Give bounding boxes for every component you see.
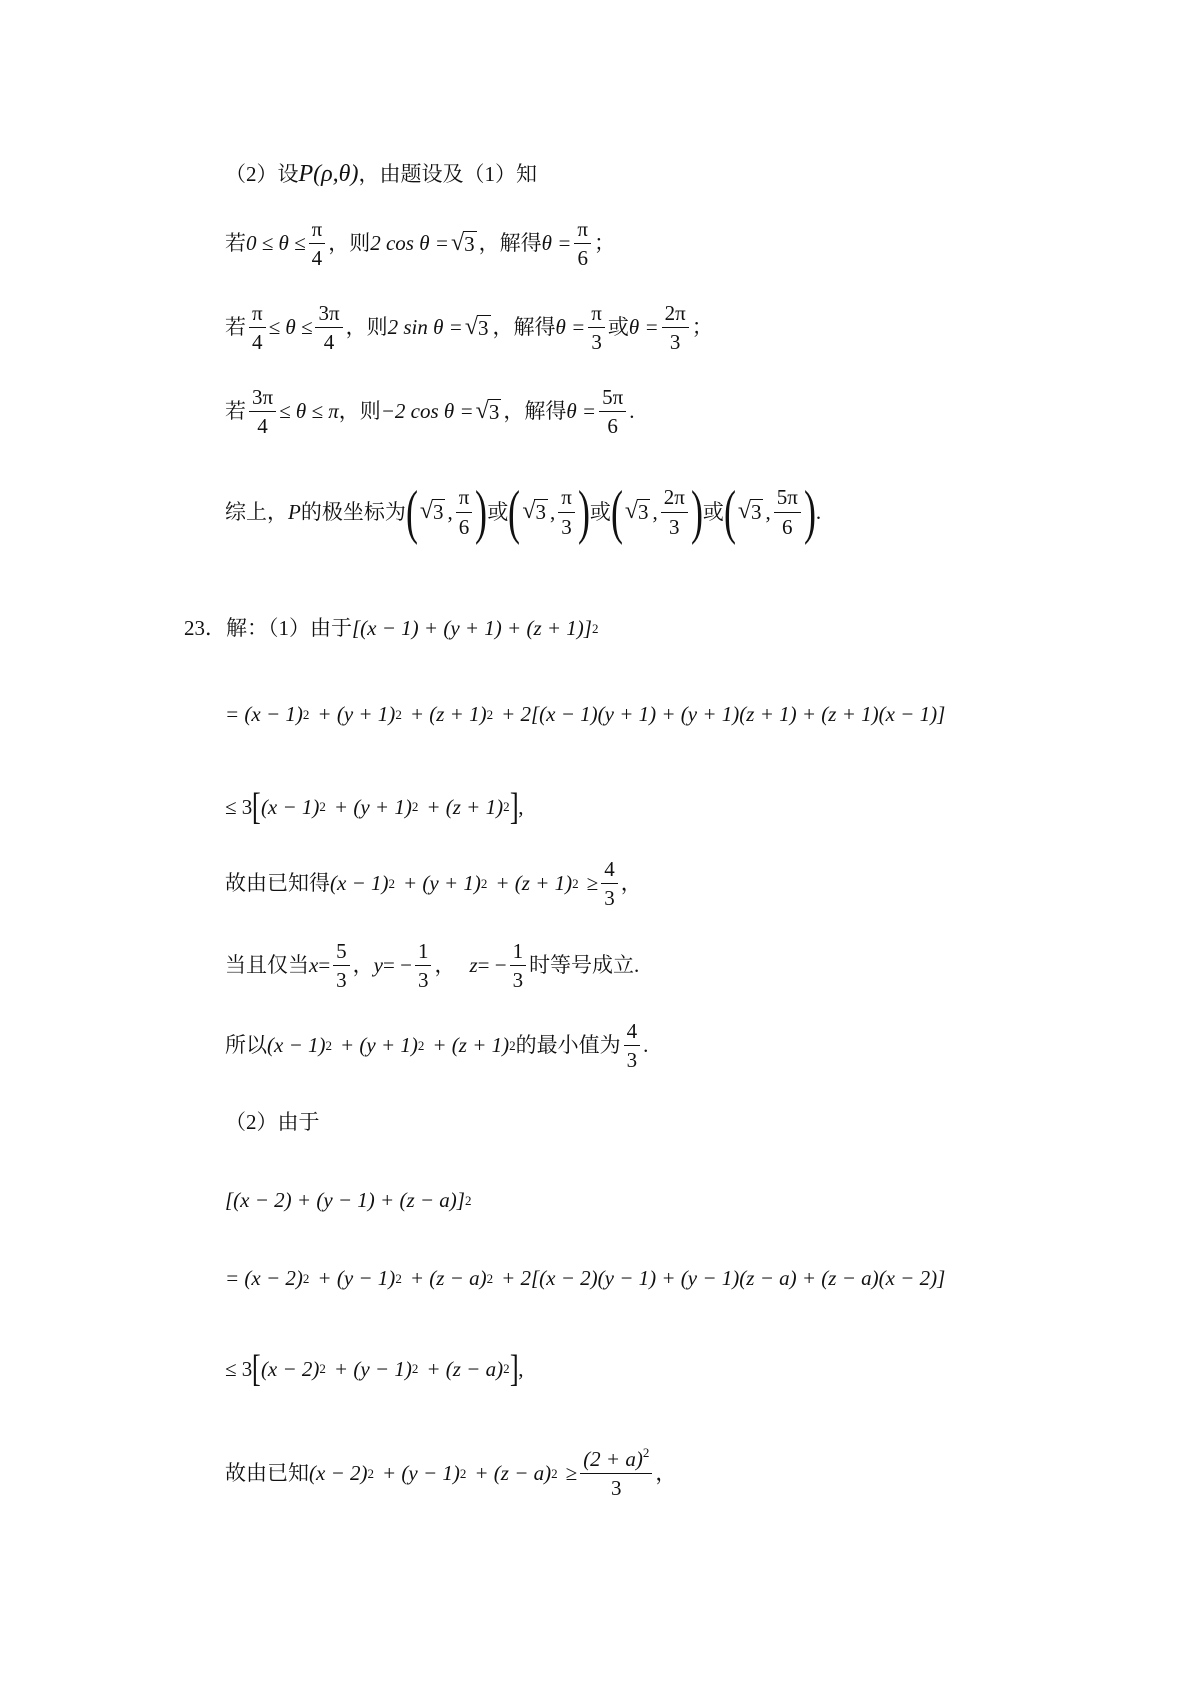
equality1-y-frac <box>415 940 432 991</box>
sqrt-radicand: 3 <box>432 500 444 525</box>
comma: , <box>652 499 658 524</box>
known2-term-x: (x − 2) <box>309 1461 368 1486</box>
summary-mid: 的极坐标为 <box>300 499 406 524</box>
frac-num <box>580 1445 652 1474</box>
var-z: z <box>469 953 478 978</box>
min1-line: 所以 (x − 1) 2 + (y + 1) 2 + (z + 1) 2 的最小值为 $\frac{4}{3}$ . <box>225 1019 649 1073</box>
frac-num: 4 <box>624 1020 641 1046</box>
case1-range: 0 ≤ θ ≤ <box>246 231 306 256</box>
frac-den: 4 <box>252 330 263 355</box>
sqrt-symbol: √ 3 <box>522 498 546 525</box>
summary-point-p: P <box>288 499 301 524</box>
min1-frac <box>624 1020 641 1071</box>
frac-den: 6 <box>577 246 588 271</box>
frac-num: 5π <box>774 486 801 512</box>
known1-term-z: + (z + 1) <box>495 871 573 896</box>
frac-num: π <box>574 218 591 244</box>
sqrt-radicand: 3 <box>750 500 762 525</box>
left-paren: ( <box>610 479 623 545</box>
known2-numerator: (2 + a) <box>583 1447 643 1471</box>
part2b-label: （2）由于 <box>225 1110 320 1134</box>
point-p-polar: P(ρ,θ) <box>298 161 359 187</box>
comma: , <box>765 499 771 524</box>
known2-frac <box>580 1445 652 1501</box>
bound1-line: ≤ 3 [ (x − 1) 2 + (y + 1) 2 + (z + 1) 2 ] , <box>225 786 524 828</box>
frac-den: 3 <box>604 886 615 911</box>
equals-minus: = − <box>383 953 412 978</box>
q23-expression: [(x − 1) + (y + 1) + (z + 1)] <box>352 616 592 640</box>
case2-then: ，则 <box>345 315 388 340</box>
min1-term-y: + (y + 1) <box>339 1033 418 1058</box>
right-paren: ) <box>475 479 488 545</box>
sqrt-radicand: 3 <box>535 500 546 525</box>
bound2-term-y: + (y − 1) <box>333 1356 412 1381</box>
var-y: y <box>373 953 383 978</box>
case3-solve: ，解得 <box>503 399 567 424</box>
equality1-suffix: 时等号成立. <box>529 953 640 978</box>
frac-den: 4 <box>257 414 268 439</box>
part2b-line <box>225 1112 320 1133</box>
expand2-cross-terms: + 2[(x − 2)(y − 1) + (y − 1)(z − a) + (z − a)(x − 2)] <box>501 1266 946 1290</box>
frac-den: 4 <box>311 246 323 271</box>
case2-theta-eq2: θ = <box>628 315 659 340</box>
left-paren: ( <box>508 479 521 545</box>
summary-or-3: 或 <box>702 499 724 524</box>
case3-solution-frac <box>599 386 626 437</box>
sq2-expression: [(x − 2) + (y − 1) + (z − a)] <box>225 1188 465 1212</box>
frac-den: 3 <box>669 330 681 355</box>
case2-or: 或 <box>607 315 629 340</box>
summary-line <box>225 479 822 545</box>
frac-num: π <box>249 302 266 328</box>
frac-num: 2π <box>662 302 689 328</box>
var-x: x <box>309 953 319 978</box>
case1-equation-lhs: 2 cos θ = <box>370 231 449 256</box>
sqrt-symbol: √ 3 <box>450 230 475 256</box>
frac-num: 3π <box>315 302 342 328</box>
expand1-term-y: + (y + 1) <box>317 702 396 726</box>
expand1-line: = (x − 1) 2 + (y + 1) 2 + (z + 1) 2 + 2[(x − 1)(y + 1) + (y + 1)(z + 1) + (z + 1)(x − 1)] <box>225 702 946 726</box>
case2-equation-lhs: 2 sin θ = <box>387 315 463 340</box>
case1-then: ，则 <box>328 231 371 256</box>
summary-frac-4 <box>774 486 801 537</box>
case2-theta-eq1: θ = <box>555 315 586 340</box>
sqrt-radicand: 3 <box>637 500 649 525</box>
left-paren: ( <box>723 479 736 545</box>
sqrt-symbol: √ 3 <box>419 498 444 525</box>
case3-range: ≤ θ ≤ π <box>279 399 339 424</box>
expand2-term-x: = (x − 2) <box>225 1266 303 1290</box>
case1-theta-eq: θ = <box>541 231 572 256</box>
case2-if: 若 <box>225 315 246 340</box>
bound2-term-z: + (z − a) <box>426 1356 504 1381</box>
frac-num: 1 <box>415 940 432 966</box>
equals: = <box>318 953 331 978</box>
expand1-cross-terms: + 2[(x − 1)(y + 1) + (y + 1)(z + 1) + (z + 1)(x − 1)] <box>501 702 946 726</box>
known2-term-y: + (y − 1) <box>381 1461 460 1486</box>
known1-frac <box>601 858 618 909</box>
summary-end: . <box>815 499 822 524</box>
comma: , <box>549 499 556 524</box>
sqrt-radicand: 3 <box>464 232 475 256</box>
sqrt-radicand: 3 <box>478 316 489 340</box>
right-paren: ) <box>803 479 816 545</box>
known1-term-x: (x − 1) <box>330 871 389 896</box>
sq2-line: [(x − 2) + (y − 1) + (z − a)] 2 <box>225 1188 472 1212</box>
bound1-le3: ≤ 3 <box>225 794 253 819</box>
left-bracket: [ <box>252 786 262 828</box>
separator: ， <box>352 953 374 978</box>
sqrt-symbol: √ 3 <box>464 314 489 340</box>
min1-prefix: 所以 <box>225 1033 267 1058</box>
frac-den: 6 <box>782 514 793 539</box>
frac-den: 3 <box>611 1476 622 1501</box>
case1-solution-frac <box>574 218 591 269</box>
known2-prefix: 故由已知 <box>225 1461 309 1486</box>
summary-prefix: 综上， <box>225 499 288 524</box>
comma: , <box>447 499 453 524</box>
summary-or-1: 或 <box>487 499 509 524</box>
bound2-le3: ≤ 3 <box>225 1356 253 1381</box>
frac-num: 2π <box>661 486 688 512</box>
sqrt-symbol: √ 3 <box>475 398 500 424</box>
known1-prefix: 故由已知得 <box>225 871 330 896</box>
frac-num: π <box>309 218 326 244</box>
case3-theta-eq: θ = <box>566 399 597 424</box>
separator: ， <box>434 953 456 978</box>
known1-ge: ≥ <box>586 871 599 896</box>
frac-den: 3 <box>417 968 429 993</box>
known2-end: ， <box>655 1461 677 1486</box>
case2-solution1-frac <box>588 302 605 353</box>
exponent: 2 <box>642 1445 650 1460</box>
equality1-prefix: 当且仅当 <box>225 953 309 978</box>
bound1-term-y: + (y + 1) <box>333 794 412 819</box>
known2-term-z: + (z − a) <box>474 1461 552 1486</box>
expand2-line: = (x − 2) 2 + (y − 1) 2 + (z − a) 2 + 2[(x − 2)(y − 1) + (y − 1)(z − a) + (z − a)(x − 2)] <box>225 1266 946 1290</box>
expand2-term-y: + (y − 1) <box>317 1266 396 1290</box>
case1-if: 若 <box>225 231 246 256</box>
left-bracket: [ <box>252 1348 262 1390</box>
bound2-line: ≤ 3 [ (x − 2) 2 + (y − 1) 2 + (z − a) 2 ] , <box>225 1348 524 1390</box>
frac-den: 4 <box>323 330 335 355</box>
summary-frac-1 <box>456 486 473 537</box>
known1-term-y: + (y + 1) <box>402 871 481 896</box>
expand1-term-x: = (x − 1) <box>225 702 303 726</box>
part2-label: （2）设 <box>225 161 299 186</box>
frac-den: 3 <box>561 514 572 539</box>
case2-upper-frac <box>315 302 342 353</box>
right-paren: ) <box>577 479 590 545</box>
summary-frac-2 <box>558 486 575 537</box>
known1-line: 故由已知得 (x − 1) 2 + (y + 1) 2 + (z + 1) 2 ≥ $\frac{4}{3}$ ， <box>225 857 642 911</box>
frac-den: 3 <box>626 1048 638 1073</box>
frac-den: 6 <box>458 514 470 539</box>
frac-den: 3 <box>336 968 347 993</box>
bound1-term-x: (x − 1) <box>260 794 320 819</box>
frac-num: π <box>588 302 605 328</box>
sqrt-symbol: √ 3 <box>624 498 649 525</box>
case3-end: . <box>629 399 635 424</box>
q23-label: 23．解：（1）由于 <box>184 616 352 640</box>
equality1-z-frac <box>510 940 527 991</box>
case1-solve: ，解得 <box>478 231 542 256</box>
equality1-line <box>225 940 639 991</box>
summary-frac-3 <box>661 486 688 537</box>
case3-lower-frac <box>249 386 276 437</box>
frac-num: 4 <box>601 858 618 884</box>
case1-end: ； <box>594 231 615 256</box>
frac-num: 5π <box>599 386 626 412</box>
bound2-term-x: (x − 2) <box>260 1356 320 1381</box>
case2-solve: ，解得 <box>492 315 556 340</box>
q23-line: 23．解：（1）由于 [(x − 1) + (y + 1) + (z + 1)] 2 <box>184 616 599 640</box>
equality1-x-frac <box>333 940 350 991</box>
case1-range-frac <box>309 218 326 269</box>
frac-num: 1 <box>510 940 527 966</box>
frac-den: 3 <box>512 968 524 993</box>
frac-num: 3π <box>249 386 276 412</box>
bound1-term-z: + (z + 1) <box>426 794 504 819</box>
known2-ge: ≥ <box>565 1461 578 1486</box>
frac-den: 3 <box>591 330 602 355</box>
bound1-end: , <box>518 794 524 819</box>
frac-den: 6 <box>607 414 618 439</box>
right-paren: ) <box>690 479 703 545</box>
sqrt-radicand: 3 <box>488 400 500 424</box>
case2-solution2-frac <box>662 302 689 353</box>
right-bracket: ] <box>509 786 519 828</box>
expand1-term-z: + (z + 1) <box>409 702 487 726</box>
frac-den: 3 <box>669 514 680 539</box>
min1-term-x: (x − 1) <box>267 1033 326 1058</box>
bound2-end: , <box>518 1356 524 1381</box>
frac-num: π <box>456 486 473 512</box>
min1-term-z: + (z + 1) <box>432 1033 510 1058</box>
case2-lower-frac <box>249 302 266 353</box>
summary-or-2: 或 <box>589 499 611 524</box>
frac-num: 5 <box>333 940 350 966</box>
case3-equation-lhs: −2 cos θ = <box>380 399 474 424</box>
case3-then: ，则 <box>338 399 381 424</box>
left-paren: ( <box>405 479 418 545</box>
sqrt-symbol: √ 3 <box>737 498 762 525</box>
case1-line <box>225 218 615 269</box>
case2-range: ≤ θ ≤ <box>268 315 313 340</box>
frac-num: π <box>558 486 575 512</box>
known2-line: 故由已知 (x − 2) 2 + (y − 1) 2 + (z − a) 2 ≥ $\frac{(2 + a)^2}{3}$ ， <box>225 1445 677 1501</box>
case3-if: 若 <box>225 399 246 424</box>
equals-minus: = − <box>477 953 507 978</box>
expand2-term-z: + (z − a) <box>409 1266 487 1290</box>
min1-end: . <box>643 1033 649 1058</box>
case3-line <box>225 386 634 437</box>
right-bracket: ] <box>509 1348 519 1390</box>
case2-line <box>225 302 713 353</box>
min1-mid: 的最小值为 <box>515 1033 621 1058</box>
case2-end: ； <box>691 315 713 340</box>
known1-end: ， <box>620 871 642 896</box>
part2-intro-line <box>225 162 537 186</box>
part2-intro-rest: ，由题设及（1）知 <box>358 161 537 186</box>
